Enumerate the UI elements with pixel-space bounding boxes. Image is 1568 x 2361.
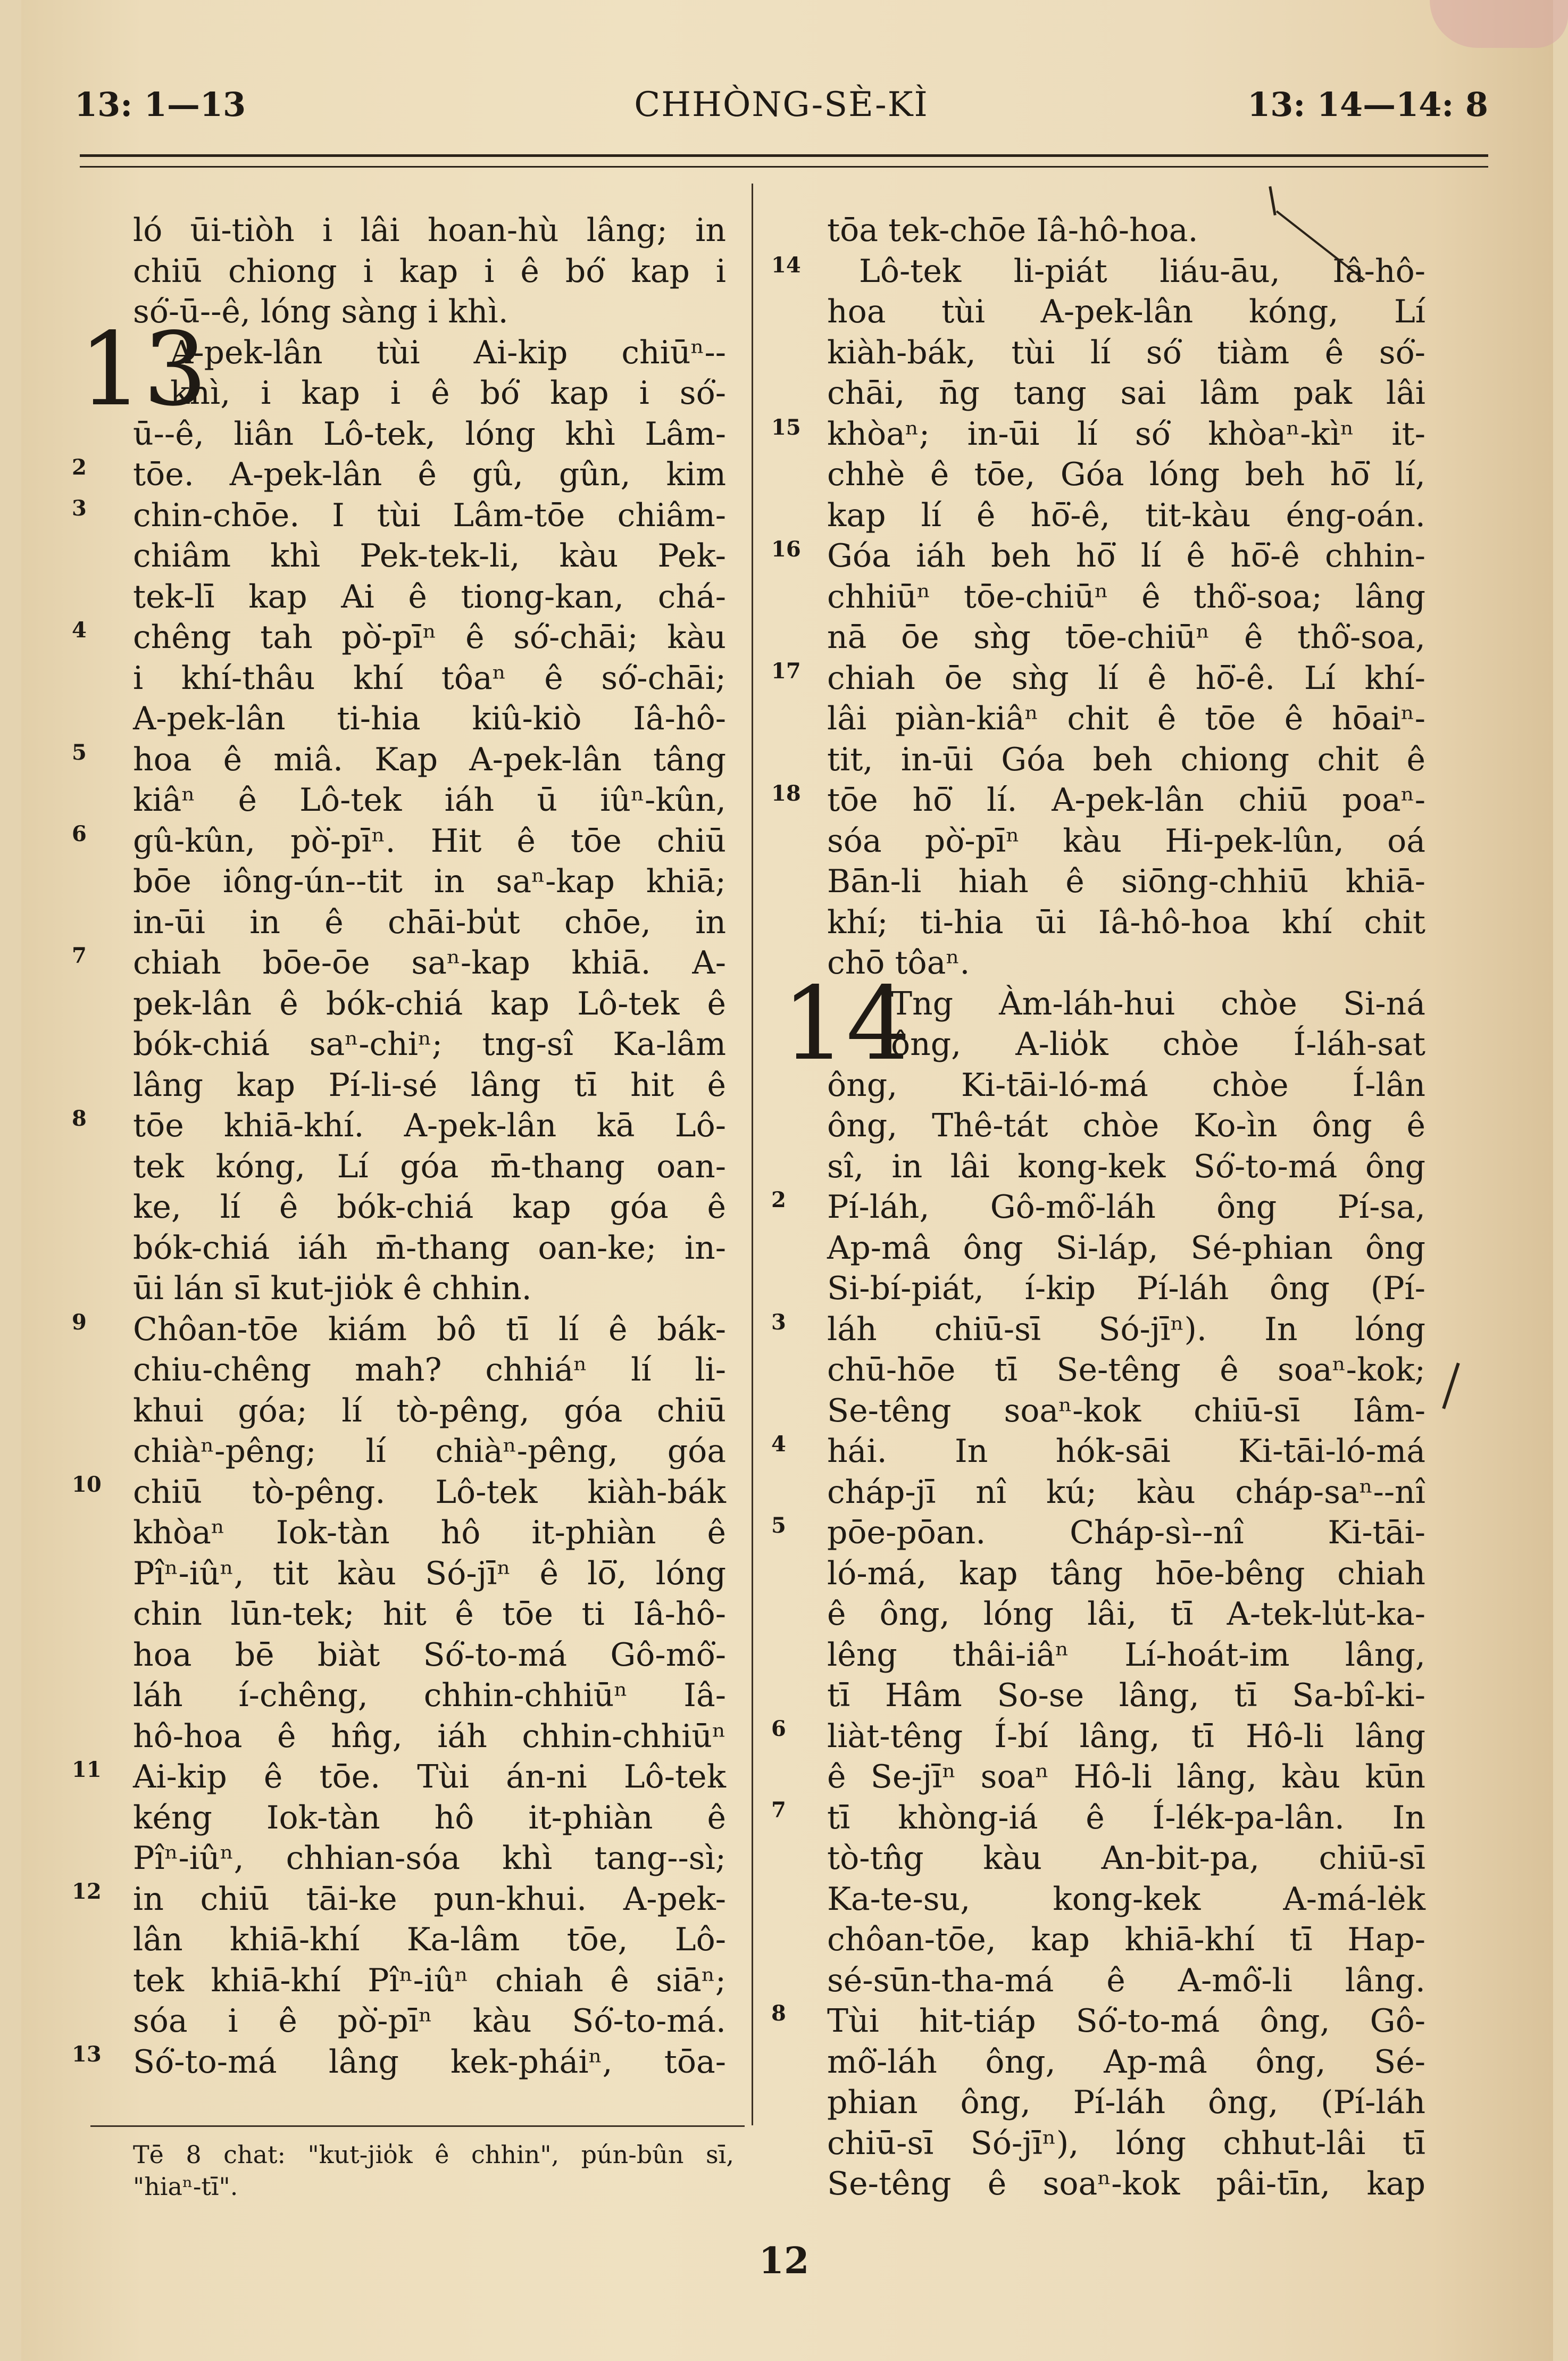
text-line: lâi piàn-kiâⁿ chit ê tōe ê hōaiⁿ- <box>827 700 1425 737</box>
text-line: ke, lí ê bók-chiá kap góa ê <box>133 1188 726 1226</box>
text-line: chin-chōe. I tùi Lâm-tōe chiâm- <box>133 496 726 534</box>
text-line: ê ông, lóng lâi, tī A-tek-lu̍t-ka- <box>827 1595 1425 1633</box>
text-line: nā ōe sǹg tōe-chiūⁿ ê thô͘-soa, <box>827 619 1425 656</box>
text-line: tek khiā-khí Pîⁿ-iûⁿ chiah ê siāⁿ; <box>133 1961 726 1999</box>
footnote-line: "hiaⁿ-tī". <box>133 2172 238 2201</box>
text-line: in-ūi in ê chāi-bu̍t chōe, in <box>133 903 726 941</box>
verse-number: 4 <box>771 1432 786 1457</box>
footnote-rule <box>90 2125 745 2127</box>
running-header <box>74 80 1488 133</box>
text-line: kéng Iok-tàn hô it-phiàn ê <box>133 1799 726 1836</box>
footnote-line: Tē 8 chat: "kut-jio̍k ê chhin", pún-bûn sī, <box>133 2140 734 2169</box>
verse-number: 10 <box>72 1472 102 1497</box>
verse-number: 2 <box>72 455 87 480</box>
header-left-ref: 13: 1—13 <box>74 85 246 124</box>
text-line: Pîⁿ-iûⁿ, chhian-sóa khì tang--sì; <box>133 1840 726 1877</box>
text-line: bōe iông-ún--tit in saⁿ-kap khiā; <box>133 863 726 900</box>
text-line: Si-bí-piát, í-kip Pí-láh ông (Pí- <box>827 1270 1425 1307</box>
verse-number: 6 <box>771 1716 786 1741</box>
text-line: Ai-kip ê tōe. Tùi án-ni Lô-tek <box>133 1758 726 1795</box>
text-line: láh í-chêng, chhin-chhiūⁿ Iâ- <box>133 1677 726 1714</box>
verse-number: 3 <box>72 496 87 521</box>
text-line: sî, in lâi kong-kek Só͘-to-má ông <box>827 1148 1425 1185</box>
text-line: Ka-te-su, kong-kek A-má-lėk <box>827 1880 1425 1918</box>
text-line: sóa pò͘-pīⁿ kàu Hi-pek-lûn, oá <box>827 822 1425 860</box>
text-line: ông, A-lio̍k chòe Í-láh-sat <box>891 1026 1425 1063</box>
text-line: chiū tò-pêng. Lô-tek kiàh-bák <box>133 1473 726 1511</box>
header-book-title: CHHÒNG-SÈ-KÌ <box>634 85 929 124</box>
footnote <box>133 2139 734 2202</box>
text-line: khui góa; lí tò-pêng, góa chiū <box>133 1392 726 1429</box>
text-line: tī Hâm So-se lâng, tī Sa-bî-ki- <box>827 1677 1425 1714</box>
text-line: tī khòng-iá ê Í-lék-pa-lân. In <box>827 1799 1425 1836</box>
text-line: chiah ōe sǹg lí ê hō͘-ê. Lí khí- <box>827 659 1425 697</box>
text-line: Só͘-to-má lâng kek-pháiⁿ, tōa- <box>133 2043 726 2081</box>
text-line: chāi, n̄g tang sai lâm pak lâi <box>827 375 1425 412</box>
verse-number: 6 <box>72 821 87 846</box>
text-line: Pîⁿ-iûⁿ, tit kàu Só-jīⁿ ê lō͘, lóng <box>133 1554 726 1592</box>
chapter-number-14: 14 <box>782 965 911 1083</box>
verse-number: 16 <box>771 537 801 562</box>
text-line: mô͘-láh ông, Ap-mâ ông, Sé- <box>827 2043 1425 2081</box>
text-line: tek kóng, Lí góa m̄-thang oan- <box>133 1148 726 1185</box>
text-line: hái. In hók-sāi Ki-tāi-ló-má <box>827 1433 1425 1470</box>
text-line: in chiū tāi-ke pun-khui. A-pek- <box>133 1880 726 1918</box>
text-line: tōe khiā-khí. A-pek-lân kā Lô- <box>133 1107 726 1144</box>
verse-number: 7 <box>771 1798 786 1823</box>
text-line: A-pek-lân ti-hia kiû-kiò Iâ-hô- <box>133 700 726 737</box>
text-line: A-pek-lân tùi Ai-kip chiūⁿ-- <box>170 334 726 371</box>
text-line: chhiūⁿ tōe-chiūⁿ ê thô͘-soa; lâng <box>827 578 1425 616</box>
verse-number: 14 <box>771 253 801 278</box>
left-column <box>133 210 726 2082</box>
text-line: sóa i ê pò͘-pīⁿ kàu Só͘-to-má. <box>133 2002 726 2040</box>
text-line: lâng kap Pí-li-sé lâng tī hit ê <box>133 1066 726 1104</box>
header-right-ref: 13: 14—14: 8 <box>1247 85 1488 124</box>
text-line: ông, Thê-tát chòe Ko-ìn ông ê <box>827 1107 1425 1144</box>
verse-number: 4 <box>72 618 87 643</box>
text-line: ūi lán sī kut-jio̍k ê chhin. <box>133 1270 532 1307</box>
text-line: ló-má, kap tâng hōe-bêng chiah <box>827 1554 1425 1592</box>
verse-number: 11 <box>72 1757 102 1782</box>
verse-number: 17 <box>771 659 801 684</box>
text-line: chiâm khì Pek-tek-li, kàu Pek- <box>133 537 726 575</box>
text-line: Ap-mâ ông Si-láp, Sé-phian ông <box>827 1229 1425 1267</box>
text-line: Tùi hit-tiáp Só͘-to-má ông, Gô- <box>827 2002 1425 2040</box>
text-line: hô-hoa ê hn̂g, iáh chhin-chhiūⁿ <box>133 1717 726 1755</box>
header-rule-bottom <box>80 166 1488 168</box>
text-line: khòaⁿ Iok-tàn hô it-phiàn ê <box>133 1514 726 1551</box>
text-line: ū--ê, liân Lô-tek, lóng khì Lâm- <box>133 415 726 453</box>
text-line: Góa iáh beh hō͘ lí ê hō͘-ê chhin- <box>827 537 1425 575</box>
text-line: khòaⁿ; in-ūi lí só͘ khòaⁿ-kìⁿ it- <box>827 415 1425 453</box>
text-line: Tng Àm-láh-hui chòe Si-ná <box>891 985 1425 1022</box>
verse-number: 18 <box>771 781 801 806</box>
text-line: Bān-li hiah ê siōng-chhiū khiā- <box>827 863 1425 900</box>
text-line: láh chiū-sī Só-jīⁿ). In lóng <box>827 1310 1425 1348</box>
text-line: hoa bē biàt Só͘-to-má Gô-mô͘- <box>133 1636 726 1674</box>
text-line: hoa tùi A-pek-lân kóng, Lí <box>827 293 1425 330</box>
text-line: chêng tah pò͘-pīⁿ ê só͘-chāi; kàu <box>133 619 726 656</box>
text-line: tit, in-ūi Góa beh chiong chit ê <box>827 741 1425 778</box>
text-line: chū-hōe tī Se-têng ê soaⁿ-kok; <box>827 1351 1425 1389</box>
text-line: pek-lân ê bók-chiá kap Lô-tek ê <box>133 985 726 1022</box>
verse-number: 13 <box>72 2042 102 2067</box>
text-line: tò-tn̂g kàu An-bit-pa, chiū-sī <box>827 1840 1425 1877</box>
text-line: kap lí ê hō͘-ê, tit-kàu éng-oán. <box>827 496 1425 534</box>
text-line: Se-têng soaⁿ-kok chiū-sī Iâm- <box>827 1392 1425 1429</box>
right-column <box>827 210 1425 2205</box>
text-line: chôan-tōe, kap khiā-khí tī Hap- <box>827 1921 1425 1958</box>
text-line: cháp-jī nî kú; kàu cháp-saⁿ--nî <box>827 1473 1425 1511</box>
text-line: Lô-tek li-piát liáu-āu, Iâ-hô- <box>859 252 1425 290</box>
verse-number: 15 <box>771 415 801 440</box>
text-line: ló ūi-tiòh i lâi hoan-hù lâng; in <box>133 212 726 249</box>
text-line: só͘-ū--ê, lóng sàng i khì. <box>133 293 508 330</box>
text-line: gû-kûn, pò͘-pīⁿ. Hit ê tōe chiū <box>133 822 726 860</box>
text-line: i khí-thâu khí tôaⁿ ê só͘-chāi; <box>133 659 726 697</box>
text-line: tōe. A-pek-lân ê gû, gûn, kim <box>133 456 726 493</box>
text-line: tek-lī kap Ai ê tiong-kan, chá- <box>133 578 726 616</box>
text-line: chin lūn-tek; hit ê tōe ti Iâ-hô- <box>133 1595 726 1633</box>
text-line: chiah bōe-ōe saⁿ-kap khiā. A- <box>133 944 726 982</box>
text-line: hoa ê miâ. Kap A-pek-lân tâng <box>133 741 726 778</box>
text-line: kiàh-bák, tùi lí só͘ tiàm ê só͘- <box>827 334 1425 371</box>
text-line: chhè ê tōe, Góa lóng beh hō͘ lí, <box>827 456 1425 493</box>
text-line: Pí-láh, Gô-mô͘-láh ông Pí-sa, <box>827 1188 1425 1226</box>
verse-number: 3 <box>771 1310 786 1335</box>
verse-number: 5 <box>771 1513 786 1538</box>
chapter-number-13: 13 <box>79 311 207 428</box>
text-line: chiū-sī Só-jīⁿ), lóng chhut-lâi tī <box>827 2124 1425 2162</box>
verse-number: 5 <box>72 740 87 765</box>
verse-number: 12 <box>72 1879 102 1904</box>
text-line: chiàⁿ-pêng; lí chiàⁿ-pêng, góa <box>133 1433 726 1470</box>
text-line: chō tôaⁿ. <box>827 944 970 982</box>
verse-number: 8 <box>771 2001 786 2026</box>
verse-number: 9 <box>72 1310 87 1335</box>
verse-number: 2 <box>771 1187 786 1212</box>
text-line: tōe hō͘ lí. A-pek-lân chiū poaⁿ- <box>827 782 1425 819</box>
text-line: bók-chiá iáh m̄-thang oan-ke; in- <box>133 1229 726 1267</box>
text-line: pōe-pōan. Cháp-sì--nî Ki-tāi- <box>827 1514 1425 1551</box>
text-line: tōa tek-chōe Iâ-hô-hoa. <box>827 212 1198 249</box>
text-line: ê Se-jīⁿ soaⁿ Hô-li lâng, kàu kūn <box>827 1758 1425 1795</box>
text-line: Chôan-tōe kiám bô tī lí ê bák- <box>133 1310 726 1348</box>
verse-number: 7 <box>72 943 87 968</box>
text-line: chiu-chêng mah? chhiáⁿ lí li- <box>133 1351 726 1389</box>
text-line: khì, i kap i ê bó͘ kap i só͘- <box>170 375 726 412</box>
text-line: lân khiā-khí Ka-lâm tōe, Lô- <box>133 1921 726 1958</box>
text-line: bók-chiá saⁿ-chiⁿ; tng-sî Ka-lâm <box>133 1026 726 1063</box>
text-line: lêng thâi-iâⁿ Lí-hoát-im lâng, <box>827 1636 1425 1674</box>
verse-number: 8 <box>72 1106 87 1131</box>
text-line: phian ông, Pí-láh ông, (Pí-láh <box>827 2084 1425 2121</box>
text-line: ông, Ki-tāi-ló-má chòe Í-lân <box>827 1066 1425 1104</box>
text-line: khí; ti-hia ūi Iâ-hô-hoa khí chit <box>827 903 1425 941</box>
text-line: sé-sūn-tha-má ê A-mô͘-li lâng. <box>827 1961 1425 1999</box>
header-rule-top <box>80 154 1488 157</box>
page-number: 12 <box>758 2240 810 2282</box>
text-line: liàt-têng Í-bí lâng, tī Hô-li lâng <box>827 1717 1425 1755</box>
text-line: Se-têng ê soaⁿ-kok pâi-tīn, kap <box>827 2165 1425 2202</box>
text-line: chiū chiong i kap i ê bó͘ kap i <box>133 252 726 290</box>
column-divider <box>752 184 753 2125</box>
text-line: kiâⁿ ê Lô-tek iáh ū iûⁿ-kûn, <box>133 782 726 819</box>
